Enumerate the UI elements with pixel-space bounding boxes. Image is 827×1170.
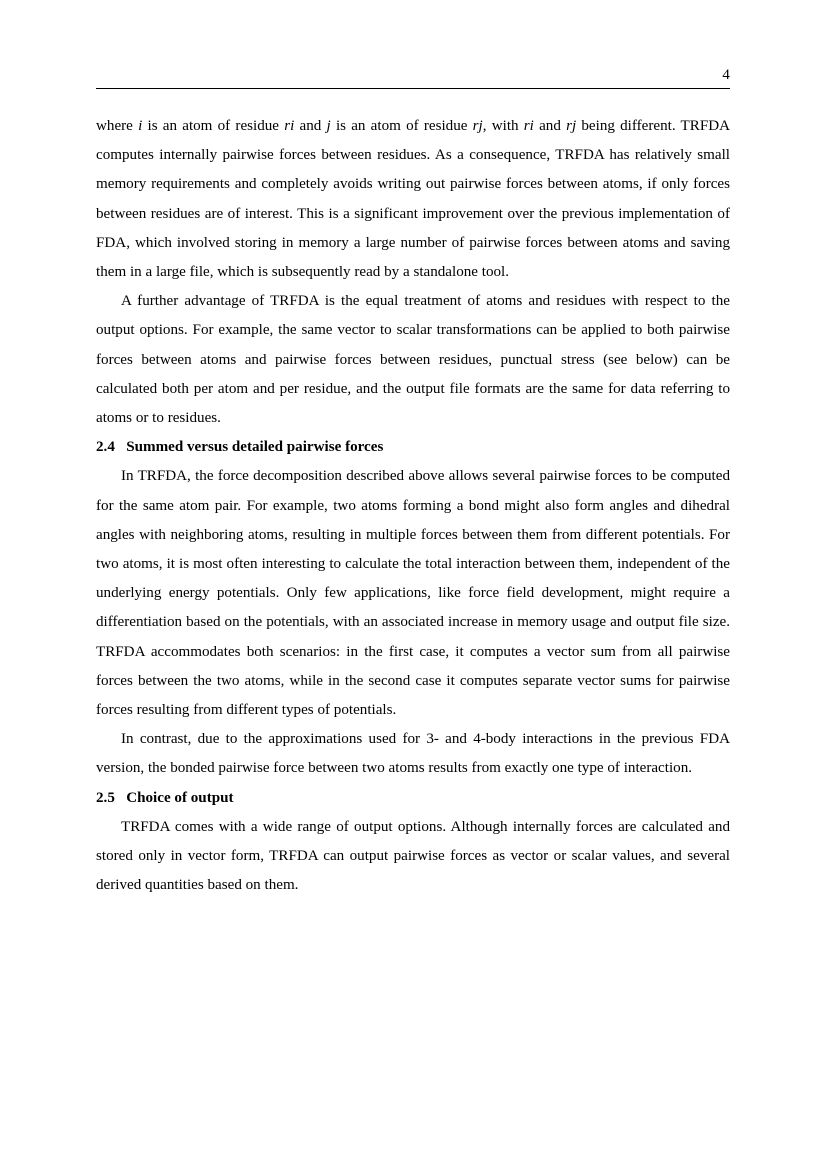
paragraph-where-i-is-an-atom: [96, 112, 730, 287]
paragraph-trfda-wide-range-output: TRFDA comes with a wide range of output options. Although internally forces are calculated and stored only in vector form, TRFDA can output pairwise forces as vector or scalar values, and several derived quantities based on them.: [96, 818, 730, 894]
page-number: 4: [722, 67, 730, 83]
section-number: 2.4: [96, 439, 115, 456]
math-var-rj: rj: [472, 118, 483, 134]
page-content: [96, 112, 730, 900]
math-var-i: i: [138, 118, 143, 134]
paragraph-further-advantage: A further advantage of TRFDA is the equal treatment of atoms and residues with respect to the output options. For example, the same vector to scalar transformations can be applied to both pairwise forces between atoms and pairwise forces between residues, punctual stress (see below) can be calculated both per atom and per residue, and the output file formats are the same for data referring to atoms or to residues.: [96, 293, 730, 427]
section-number-spacer: [115, 439, 126, 455]
text-fragment: and: [294, 118, 327, 134]
text-fragment: is an atom of residue: [330, 118, 473, 134]
header-rule: [96, 88, 730, 89]
math-var-rj-2: rj: [566, 118, 577, 134]
text-fragment: , with: [482, 118, 524, 134]
text-fragment: is an atom of residue: [142, 118, 285, 134]
page-header: [96, 66, 730, 97]
section-title: Summed versus detailed pairwise forces: [126, 439, 384, 456]
section-number-spacer: [115, 790, 126, 806]
math-var-ri-2: ri: [523, 118, 534, 134]
heading-section-2-5: [96, 784, 730, 813]
paragraph-in-trfda-force-decomposition: In TRFDA, the force decomposition described above allows several pairwise forces to be computed for the same atom pair. For example, two atoms forming a bond might also form angles and dihedral angles with neighboring atoms, resulting in multiple forces between them from different potentials. For two atoms, it is most often interesting to calculate the total interaction between them, independent of the underlying energy potentials. Only few applications, like force field development, might require a differentiation based on the potentials, with an associated increase in memory usage and output file size. TRFDA accommodates both scenarios: in the first case, it computes a vector sum from all pairwise forces between the two atoms, while in the second case it computes separate vector sums for pairwise forces resulting from different types of potentials.: [96, 468, 730, 719]
text-fragment: and: [533, 118, 567, 134]
text-fragment: where: [96, 118, 139, 134]
paragraph-in-contrast-approximations: In contrast, due to the approximations used for 3- and 4-body interactions in the previous FDA version, the bonded pairwise force between two atoms results from exactly one type of interaction.: [96, 731, 730, 777]
text-fragment: being different. TRFDA computes internally pairwise forces between residues. As a consequence, TRFDA has relatively small memory requirements and completely avoids writing out pairwise forces between atoms, if only forces between residues are of interest. This is a significant improvement over the previous implementation of FDA, which involved storing in memory a large number of pairwise forces between atoms and saving them in a large file, which is subsequently read by a standalone tool.: [96, 118, 731, 281]
section-title: Choice of output: [126, 789, 234, 806]
heading-section-2-4: [96, 433, 730, 462]
math-var-j: j: [326, 118, 331, 134]
math-var-ri: ri: [284, 118, 295, 134]
section-number: 2.5: [96, 789, 115, 806]
